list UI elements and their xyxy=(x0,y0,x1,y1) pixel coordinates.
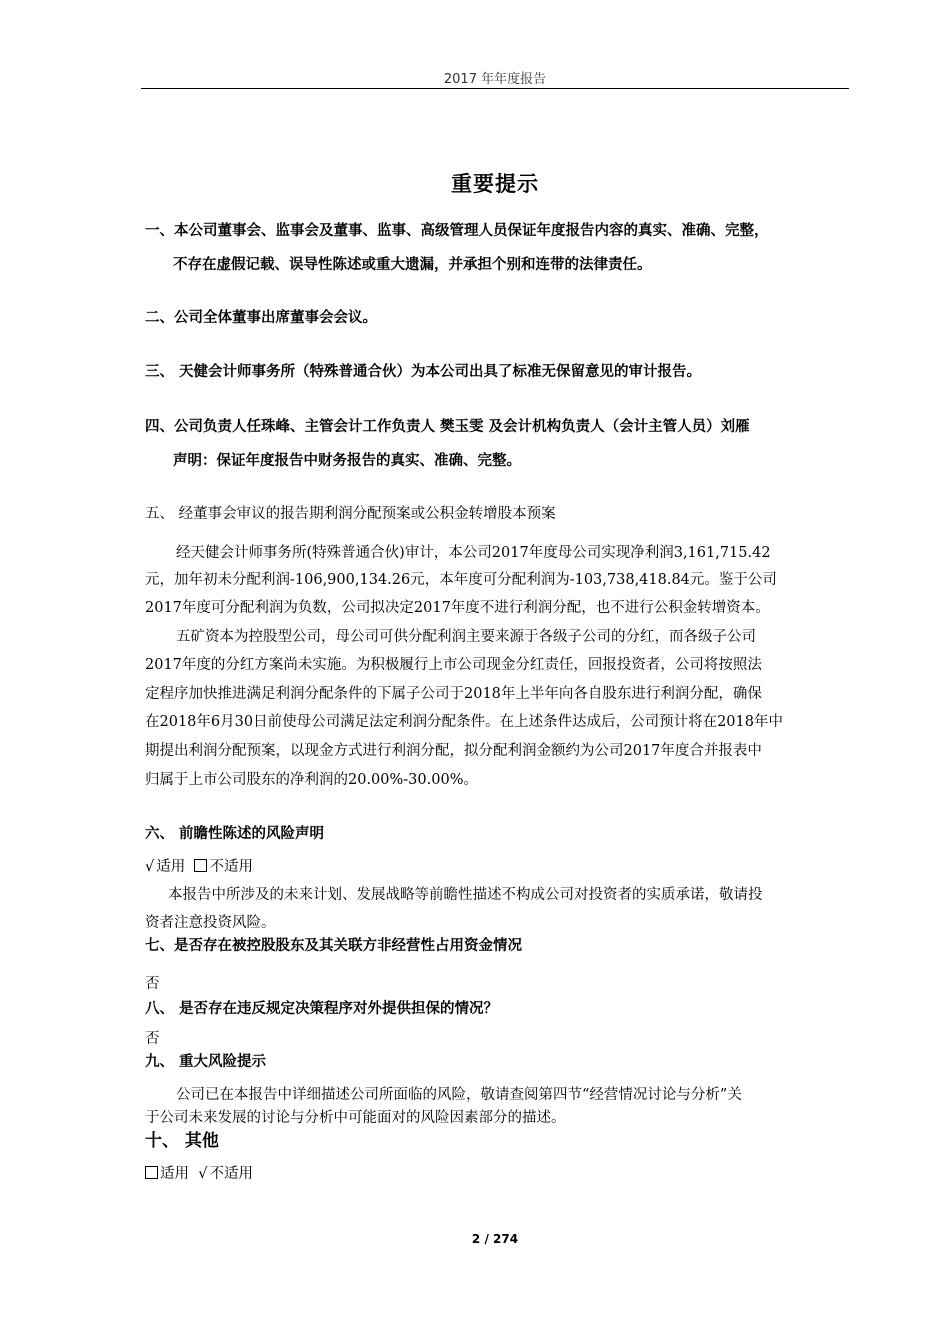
item-4-line-1: 四、公司负责人任珠峰、主管会计工作负责人 樊玉雯 及会计机构负责人（会计主管人员）刘雁 xyxy=(145,419,750,435)
item-7-answer: 否 xyxy=(145,976,160,992)
not-applicable-label: 不适用 xyxy=(209,1166,253,1182)
checkbox-icon xyxy=(194,859,207,872)
item-2: 二、公司全体董事出席董事会会议。 xyxy=(145,310,377,326)
item-10-heading: 十、 其他 xyxy=(145,1131,219,1151)
item-8-heading: 八、 是否存在违反规定决策程序对外提供担保的情况？ xyxy=(145,1001,499,1017)
item-6-para-line-2: 资者注意投资风险。 xyxy=(145,915,276,931)
checkbox-icon xyxy=(145,1166,158,1179)
item-9-heading: 九、 重大风险提示 xyxy=(145,1054,267,1070)
checkmark-icon: √ xyxy=(198,1166,208,1182)
item-9-para-line-2: 于公司未来发展的讨论与分析中可能面对的风险因素部分的描述。 xyxy=(145,1110,566,1126)
item-5-para-2-line-5: 期提出利润分配预案，以现金方式进行利润分配，拟分配利润金额约为公司2017年度合并报表中 xyxy=(145,743,762,759)
item-1-line-1: 一、本公司董事会、监事会及董事、监事、高级管理人员保证年度报告内容的真实、准确、完整， xyxy=(145,223,769,239)
header-divider xyxy=(141,88,849,89)
item-10-applicability xyxy=(145,1162,253,1183)
item-5-para-2-line-4: 在2018年6月30日前使母公司满足法定利润分配条件。在上述条件达成后，公司预计将在2018年中 xyxy=(145,714,783,730)
item-6-para-line-1: 本报告中所涉及的未来计划、发展战略等前瞻性描述不构成公司对投资者的实质承诺，敬请投 xyxy=(168,887,763,903)
item-1-line-2: 不存在虚假记载、误导性陈述或重大遗漏，并承担个别和连带的法律责任。 xyxy=(173,257,652,273)
item-5-para-2-line-2: 2017年度的分红方案尚未实施。为积极履行上市公司现金分红责任，回报投资者，公司将按照法 xyxy=(145,657,762,673)
item-5-para-1-line-1: 经天健会计师事务所(特殊普通合伙)审计，本公司2017年度母公司实现净利润3,161,715.42 xyxy=(176,545,771,561)
item-8-answer: 否 xyxy=(145,1031,160,1047)
item-5-para-2-line-1: 五矿资本为控股型公司，母公司可供分配利润主要来源于各级子公司的分红，而各级子公司 xyxy=(176,629,756,645)
item-4-line-2: 声明：保证年度报告中财务报告的真实、准确、完整。 xyxy=(173,453,521,469)
checkmark-icon: √ xyxy=(145,859,155,875)
item-3: 三、 天健会计师事务所（特殊普通合伙）为本公司出具了标准无保留意见的审计报告。 xyxy=(145,364,702,380)
item-7-heading: 七、是否存在被控股股东及其关联方非经营性占用资金情况 xyxy=(145,938,522,954)
applicable-label: 适用 xyxy=(160,1166,189,1182)
not-applicable-label: 不适用 xyxy=(209,859,253,875)
item-9-para-line-1: 公司已在本报告中详细描述公司所面临的风险，敬请查阅第四节“经营情况讨论与分析”关 xyxy=(176,1087,742,1103)
applicable-label: 适用 xyxy=(156,859,186,875)
item-5-para-1-line-3: 2017年度可分配利润为负数，公司拟决定2017年度不进行利润分配，也不进行公积金转增资本。 xyxy=(145,600,770,616)
page-title: 重要提示 xyxy=(451,172,539,196)
item-6-applicability xyxy=(145,855,253,876)
item-5-para-1-line-2: 元，加年初未分配利润-106,900,134.26元，本年度可分配利润为-103,738,418.84元。鉴于公司 xyxy=(145,572,777,588)
item-5-heading: 五、 经董事会审议的报告期利润分配预案或公积金转增股本预案 xyxy=(145,506,556,522)
page-header: 2017 年年度报告 xyxy=(443,72,547,87)
item-6-heading: 六、 前瞻性陈述的风险声明 xyxy=(145,826,325,842)
item-5-para-2-line-6: 归属于上市公司股东的净利润的20.00%-30.00%。 xyxy=(145,772,478,788)
page-number: 2 / 274 xyxy=(471,1232,519,1246)
item-5-para-2-line-3: 定程序加快推进满足利润分配条件的下属子公司于2018年上半年向各自股东进行利润分配，确保 xyxy=(145,686,762,702)
